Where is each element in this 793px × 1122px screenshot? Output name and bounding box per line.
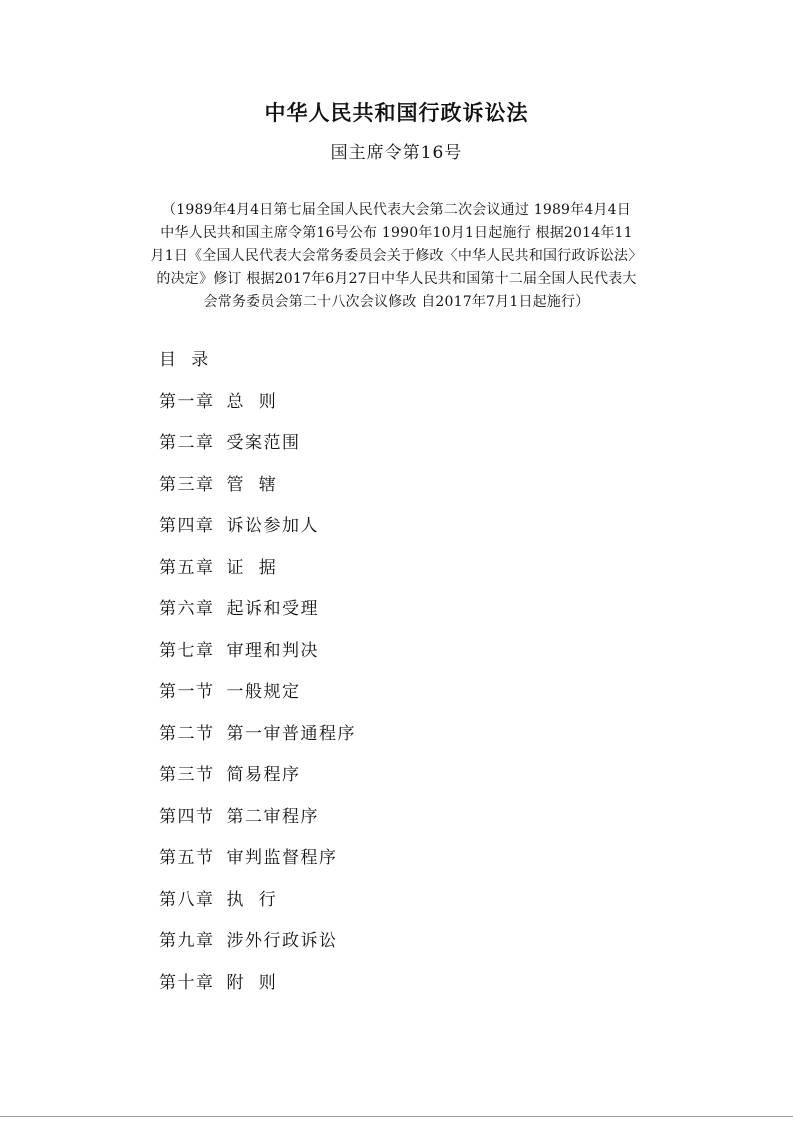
toc-item xyxy=(159,926,679,968)
toc-item-number: 第三章 xyxy=(159,474,215,495)
toc-heading-text: 目 录 xyxy=(159,350,210,370)
toc-item-number: 第二节 xyxy=(159,723,215,744)
toc-item-number: 第三节 xyxy=(159,765,215,785)
toc-item-number: 第六章 xyxy=(159,599,215,619)
toc-item xyxy=(159,511,679,553)
toc-item xyxy=(159,553,679,595)
toc-heading xyxy=(159,345,679,387)
preamble xyxy=(120,199,673,314)
preamble-line: 会常务委员会第二十八次会议修改 自2017年7月1日起施行） xyxy=(203,294,590,310)
toc-item-name: 第一审普通程序 xyxy=(226,723,356,744)
toc-item-name: 受案范围 xyxy=(226,433,301,453)
toc-item-name: 执 行 xyxy=(226,889,278,910)
toc-item-name: 起诉和受理 xyxy=(226,599,319,619)
toc-item xyxy=(159,968,679,1010)
toc-item-name: 附 则 xyxy=(226,972,278,993)
document-title: 中华人民共和国行政诉讼法 xyxy=(264,100,529,125)
toc-item xyxy=(159,594,679,636)
preamble-line: 的决定》修订 根据2017年6月27日中华人民共和国第十二届全国人民代表大 xyxy=(156,271,637,287)
page-bottom-rule xyxy=(0,1116,793,1117)
toc-item xyxy=(159,636,679,678)
toc-item-name: 第二审程序 xyxy=(226,806,319,827)
preamble-line: 月1日《全国人民代表大会常务委员会关于修改〈中华人民共和国行政诉讼法〉 xyxy=(150,248,643,264)
toc-item-number: 第七章 xyxy=(159,640,215,661)
toc-item-number: 第四章 xyxy=(159,516,215,536)
toc-item-name: 涉外行政诉讼 xyxy=(226,931,338,951)
toc-item-name: 审理和判决 xyxy=(226,640,319,661)
toc-item xyxy=(159,387,679,429)
toc-item xyxy=(159,428,679,470)
toc-item-name: 管 辖 xyxy=(226,474,278,495)
toc-item-number: 第五章 xyxy=(159,557,215,578)
preamble-line: （1989年4月4日第七届全国人民代表大会第二次会议通过 1989年4月4日 xyxy=(162,202,631,218)
toc-item-name: 证 据 xyxy=(226,557,278,578)
table-of-contents xyxy=(159,345,679,1009)
toc-item xyxy=(159,677,679,719)
toc-item-number: 第九章 xyxy=(159,931,215,951)
toc-item-name: 诉讼参加人 xyxy=(226,516,319,536)
toc-item-number: 第十章 xyxy=(159,972,215,993)
toc-item-number: 第五节 xyxy=(159,848,215,868)
toc-item-name: 一般规定 xyxy=(226,682,301,702)
toc-item xyxy=(159,470,679,512)
toc-item-number: 第四节 xyxy=(159,806,215,827)
toc-item-name: 简易程序 xyxy=(226,765,301,785)
document-subtitle: 国主席令第16号 xyxy=(330,143,463,163)
toc-item-number: 第一节 xyxy=(159,682,215,702)
toc-item xyxy=(159,843,679,885)
toc-item xyxy=(159,885,679,927)
toc-item xyxy=(159,760,679,802)
toc-item xyxy=(159,802,679,844)
preamble-line: 中华人民共和国主席令第16号公布 1990年10月1日起施行 根据2014年11 xyxy=(160,225,633,241)
toc-item-number: 第一章 xyxy=(159,391,215,412)
toc-item-number: 第八章 xyxy=(159,889,215,910)
toc-item-number: 第二章 xyxy=(159,433,215,453)
toc-item xyxy=(159,719,679,761)
toc-item-name: 总 则 xyxy=(226,391,278,412)
toc-item-name: 审判监督程序 xyxy=(226,848,338,868)
